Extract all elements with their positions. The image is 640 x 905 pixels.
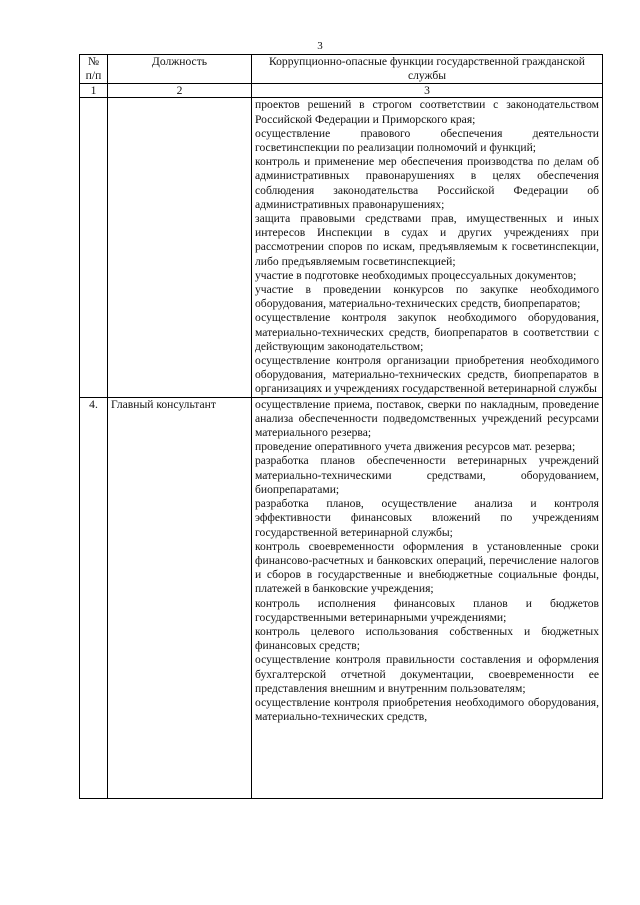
- page-number: 3: [317, 40, 323, 52]
- function-item: осуществление контроля правильности составления и оформления бухгалтерской отчетной документации, своевременности ее представления внешним и внутренним пользователям;: [255, 653, 599, 695]
- header-num: № п/п: [80, 55, 108, 84]
- function-item: контроль целевого использования собственных и бюджетных финансовых средств;: [255, 624, 599, 653]
- function-item: осуществление правового обеспечения деятельности госветинспекции по реализации полномочий и функций;: [255, 126, 599, 155]
- table-row: [80, 98, 603, 397]
- function-item: осуществление контроля закупок необходимого оборудования, материально-технических средств, биопрепаратов в соответствии с действующим законодательством;: [255, 311, 599, 353]
- function-item: контроль своевременности оформления в установленные сроки финансово-расчетных и банковских операций, перечисление налогов и сборов в государственные и внебюджетные социальные фонды, платежей в банковские учреждения;: [255, 539, 599, 596]
- function-item: контроль и применение мер обеспечения производства по делам об административных правонарушениях в целях обеспечения соблюдения законодательства Российской Федерации об административных правонарушениях;: [255, 155, 599, 211]
- function-item: участие в подготовке необходимых процессуальных документов;: [255, 268, 577, 282]
- table-header-row: [80, 55, 603, 84]
- function-item: осуществление контроля организации приобретения необходимого оборудования, материально-технических средств, биопрепаратов в организациях и учреждениях государственной ветеринарной службы: [255, 354, 599, 396]
- table-row: [80, 397, 603, 798]
- column-number-2: 2: [108, 84, 252, 98]
- function-item: разработка планов, осуществление анализа и контроля эффективности финансовых вложений по учреждениям государственной ветеринарной службы;: [255, 497, 599, 539]
- row-functions: [252, 98, 603, 397]
- column-numbers-row: [80, 84, 603, 98]
- column-number-1: 1: [80, 84, 108, 98]
- corruption-risk-functions-table: [79, 54, 603, 799]
- header-position: Должность: [108, 55, 252, 84]
- function-item: осуществление контроля приобретения необходимого оборудования, материально-технических средств,: [255, 695, 599, 724]
- row-position: [108, 98, 252, 397]
- row-num: 4.: [80, 397, 108, 798]
- column-number-3: 3: [252, 84, 603, 98]
- function-item: контроль исполнения финансовых планов и бюджетов государственными ветеринарными учреждениями;: [255, 596, 599, 624]
- function-item: участие в проведении конкурсов по закупке необходимого оборудования, материально-технических средств, биопрепаратов;: [255, 283, 599, 311]
- row-position: Главный консультант: [108, 397, 252, 798]
- function-item: защита правовыми средствами прав, имущественных и иных интересов Инспекции в судах и других учреждениях при рассмотрении споров по искам, предъявляемым к госветинспекции, либо предъявляемым госветинспекцией;: [255, 212, 599, 268]
- function-item: разработка планов обеспеченности ветеринарных учреждений материально-техническими средствами, оборудованием, биопрепаратами;: [255, 454, 599, 496]
- function-item: проведение оперативного учета движения ресурсов мат. резерва;: [255, 440, 576, 454]
- header-functions: Коррупционно-опасные функции государственной гражданской службы: [252, 55, 603, 84]
- function-item: осуществление приема, поставок, сверки по накладным, проведение анализа обеспеченности подведомственных учреждений ресурсами материального резерва;: [255, 397, 599, 440]
- row-num: [80, 98, 108, 397]
- function-item: проектов решений в строгом соответствии с законодательством Российской Федерации и Приморского края;: [255, 98, 599, 126]
- row-functions: [252, 397, 603, 798]
